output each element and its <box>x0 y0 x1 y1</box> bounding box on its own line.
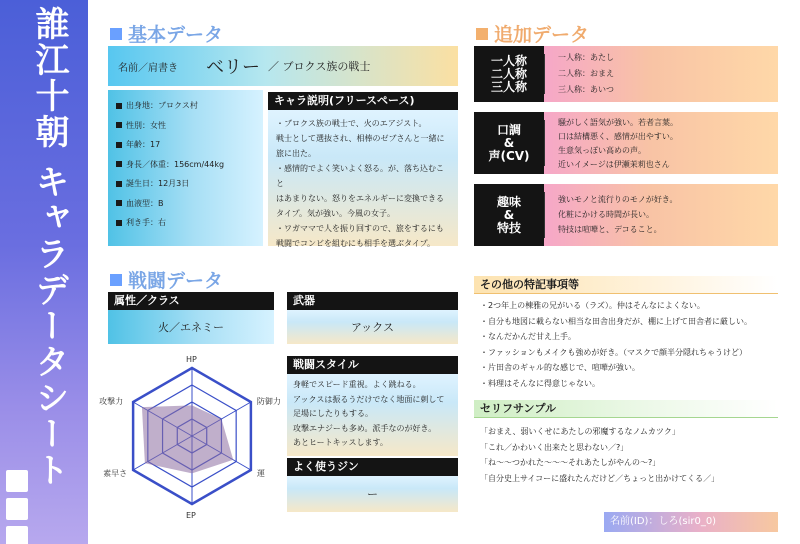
stat-row <box>116 116 257 136</box>
name-label: 名前／肩書き <box>118 62 178 74</box>
decor-square <box>6 470 28 492</box>
voice-label <box>474 112 544 174</box>
bullet-icon <box>116 200 122 206</box>
label-line: & <box>503 207 515 222</box>
divider-line <box>544 192 545 238</box>
body-line: 強いモノと流行りのモノが好き。 <box>558 195 678 204</box>
stat-row <box>116 96 257 116</box>
other-list <box>480 298 780 391</box>
other-heading: その他の特記事項等 <box>474 276 778 294</box>
basic-section-heading: 基本データ <box>110 20 223 47</box>
desc-line: 旅に出た。 <box>276 149 316 158</box>
character-subtitle: ／ ブロクス族の戦士 <box>268 60 371 73</box>
divider-line <box>544 120 545 166</box>
hobby-label <box>474 184 544 246</box>
body-line: 三人称：あいつ <box>558 85 614 94</box>
desc-line: 戦闘でコンビを組むにも相手を選ぶタイプ。 <box>276 239 435 248</box>
label-line: 一人称 <box>490 53 527 68</box>
attr-heading: 属性／クラス <box>108 292 274 310</box>
bullet-icon <box>116 220 122 226</box>
label-line: & <box>503 135 515 150</box>
extra-section-heading: 追加データ <box>476 20 589 47</box>
pronouns-label <box>474 46 544 102</box>
stat-text: 血液型：B <box>126 198 164 208</box>
bullet-icon <box>116 161 122 167</box>
label-line: 趣味 <box>496 194 521 209</box>
name-row <box>108 46 458 86</box>
style-line: あとヒートキッスします。 <box>293 438 388 447</box>
radar-axis-label: EP <box>186 511 196 520</box>
stat-text: 誕生日：12月3日 <box>126 179 190 189</box>
radar-axis-label: 運 <box>256 469 265 478</box>
radar-axis-label: 攻撃力 <box>99 397 124 406</box>
weapon-heading: 武器 <box>287 292 458 310</box>
voice-body <box>544 112 778 174</box>
divider-line <box>544 54 545 94</box>
weapon-value: アックス <box>287 310 458 344</box>
desc-line: ・ワガママで人を振り回すので、旅をするにも <box>276 224 444 233</box>
desc-body <box>268 110 458 246</box>
section-mark-icon <box>476 28 488 40</box>
serif-item: 「自分史上サイコーに盛れたんだけど／ちょっと出かけてくる／」 <box>480 473 720 483</box>
serif-list <box>480 424 780 486</box>
serif-item: 「これ／かわいく出来たと思わない／?」 <box>480 442 629 452</box>
other-item: ・自分も地図に載らない相当な田舎出身だが、棚に上げて田舎者に厳しい。 <box>480 316 752 326</box>
style-line: 攻撃エナジーも多め。派手なのが好き。 <box>293 423 437 433</box>
label-line: 声(CV) <box>488 148 530 163</box>
body-line: 特技は喧嘩と、デコること。 <box>558 225 662 234</box>
label-line: 二人称 <box>490 66 527 81</box>
stat-list <box>108 90 263 246</box>
body-line: 生意気っぽい高めの声。 <box>558 146 646 155</box>
stat-text: 身長／体重：156cm/44kg <box>126 159 225 169</box>
body-line: 一人称：あたし <box>558 53 614 62</box>
radar-axis-label: 防御力 <box>256 397 281 406</box>
decor-squares <box>6 470 28 544</box>
desc-line: タイプ。気が強い。今風の女子。 <box>276 209 395 218</box>
hobby-body <box>544 184 778 246</box>
stat-text: 年齢：17 <box>126 140 161 150</box>
decor-square <box>6 526 28 544</box>
label-line: 三人称 <box>490 79 527 94</box>
serif-item: 「ね～～つかれた～～～それあたしがやんの～?」 <box>480 458 661 467</box>
style-line: 身軽でスピード重視。よく跳ねる。 <box>293 380 421 389</box>
other-item: ・2つ年上の棟雅の兄がいる（ラズ）。仲はそんなによくない。 <box>480 301 705 310</box>
radar-axis-label: HP <box>186 355 197 364</box>
bullet-icon <box>116 122 122 128</box>
skill-heading: よく使うジン <box>287 458 458 476</box>
sidebar-band <box>0 0 88 544</box>
sheet-title: 誰江十朝 キャラデータシート <box>29 6 69 488</box>
stat-row <box>116 135 257 155</box>
pronouns-body <box>544 46 778 102</box>
other-item: ・なんだかんだ甘え上手。 <box>480 332 576 341</box>
stat-row <box>116 174 257 194</box>
section-mark-icon <box>110 28 122 40</box>
body-line: 化粧にかける時間が長い。 <box>558 210 654 219</box>
body-line: 二人称：おまえ <box>558 69 614 78</box>
radar-chart <box>95 354 295 524</box>
desc-line: 戦士として選抜され、相棒のゼブさんと一緒に <box>276 134 445 143</box>
stat-row <box>116 194 257 214</box>
other-item: ・片田舎のギャル的な感じで、喧嘩が強い。 <box>480 363 640 372</box>
section-mark-icon <box>110 274 122 286</box>
skill-value: ー <box>287 476 458 512</box>
serif-item: 「おまえ、弱いくせにあたしの邪魔するなノムカツク」 <box>480 427 680 436</box>
bullet-icon <box>116 181 122 187</box>
desc-line: はあまりない。怒りをエネルギーに変換できる <box>276 194 444 203</box>
body-line: 騒がしく語気が強い。若者言葉。 <box>558 118 678 127</box>
stat-text: 利き手：右 <box>126 218 166 228</box>
style-heading: 戦闘スタイル <box>287 356 458 374</box>
other-item: ・料理はそんなに得意じゃない。 <box>480 378 600 388</box>
bullet-icon <box>116 142 122 148</box>
decor-square <box>6 498 28 520</box>
footer-id-bar: 名前(ID)：しろ(sir0_0) <box>604 512 778 532</box>
desc-line: ・感情的でよく笑いよく怒る。が、落ち込むこと <box>276 164 444 188</box>
other-item: ・ファッションもメイクも強めが好き。（マスクで顔半分隠れちゃうけど） <box>480 347 748 357</box>
style-line: アックスは振るうだけでなく地面に刺して <box>293 394 445 404</box>
style-line: 足場にしたりもする。 <box>293 409 373 418</box>
stat-row <box>116 155 257 175</box>
stat-text: 性別：女性 <box>126 120 166 130</box>
radar-value-area <box>142 405 233 473</box>
desc-line: ・ブロクス族の戦士で、火のエアジスト。 <box>276 119 427 128</box>
stat-row <box>116 213 257 233</box>
style-body <box>287 374 458 456</box>
character-name: ベリー <box>206 57 260 78</box>
body-line: 近いイメージは伊瀬茉莉也さん <box>558 160 670 169</box>
stat-text: 出身地：ブロクス村 <box>126 101 198 111</box>
label-line: 口調 <box>496 122 521 137</box>
serif-heading: セリフサンプル <box>474 400 778 418</box>
desc-heading: キャラ説明(フリースペース) <box>268 92 458 110</box>
attr-value: 火／エネミー <box>108 310 274 344</box>
body-line: 口は結構悪く、感情が出やすい。 <box>558 132 678 141</box>
radar-axis-label: 素早さ <box>103 469 128 478</box>
bullet-icon <box>116 103 122 109</box>
label-line: 特技 <box>496 220 521 235</box>
battle-section-heading: 戦闘データ <box>110 266 223 293</box>
